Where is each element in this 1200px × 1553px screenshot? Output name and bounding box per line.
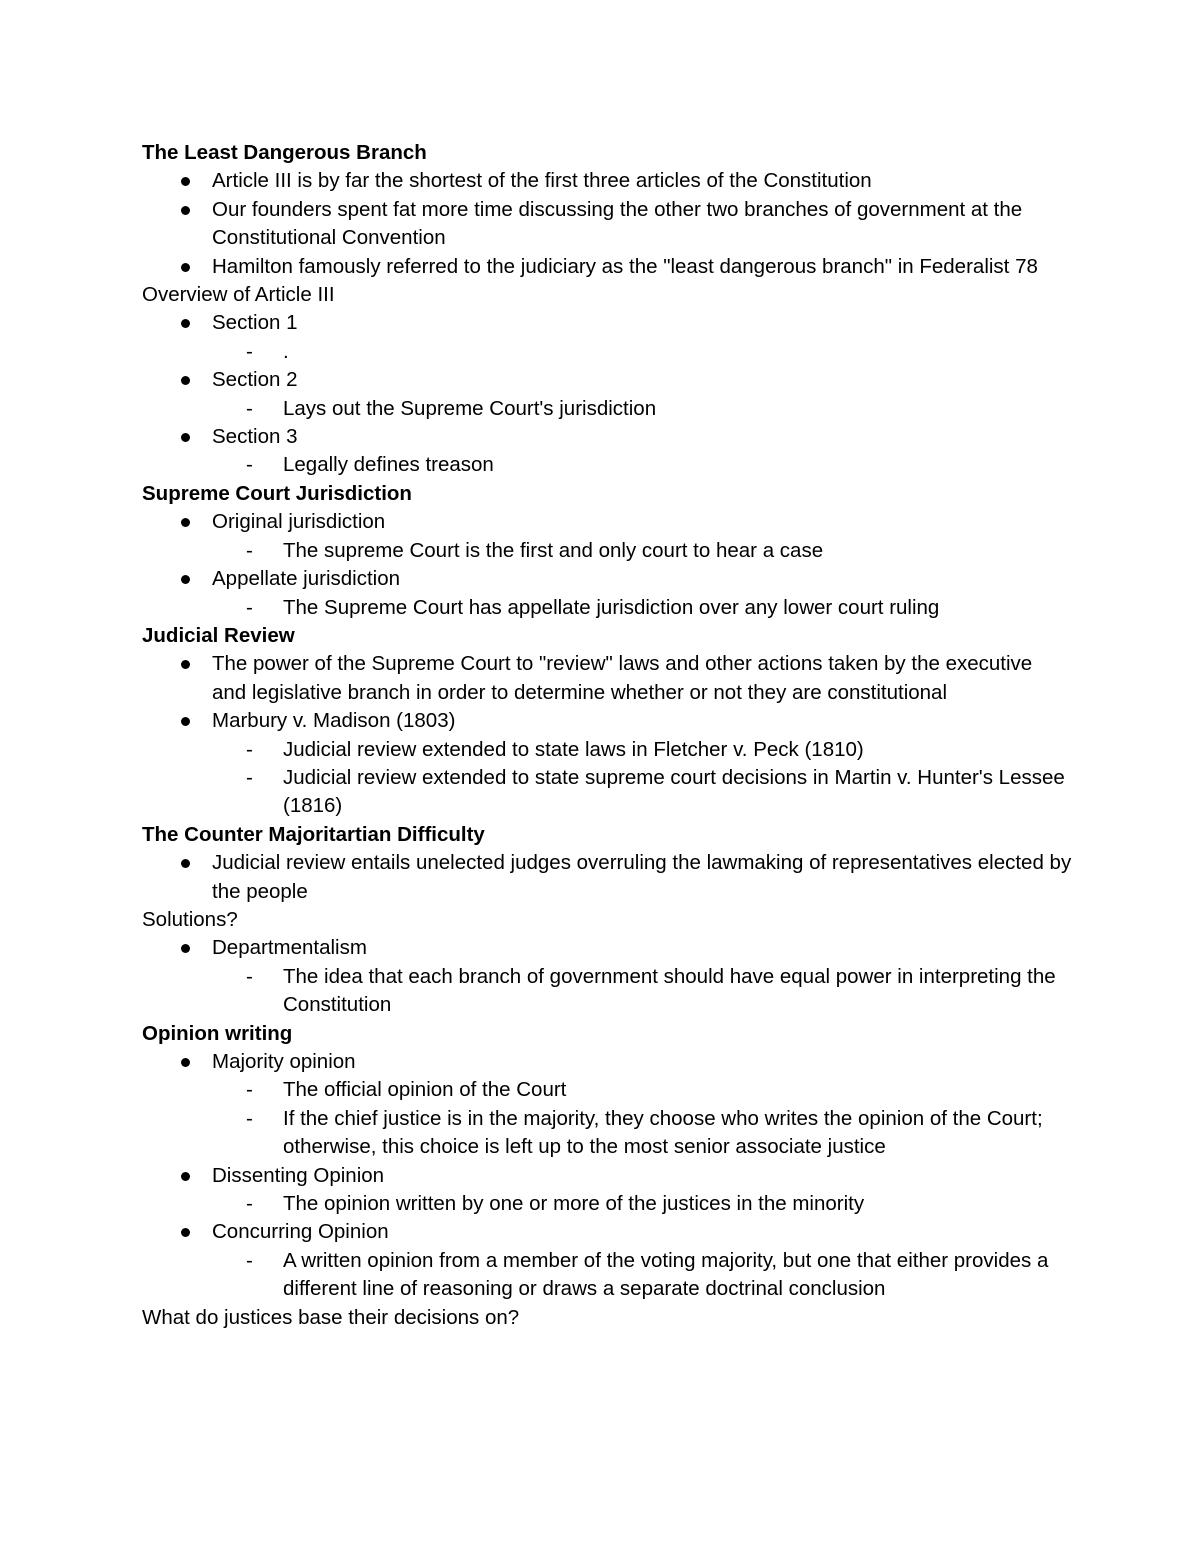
plain-line: Solutions?	[142, 907, 238, 931]
bullet-item	[212, 565, 1072, 622]
bullet-item	[212, 1048, 1072, 1162]
dash-item: - The Supreme Court has appellate jurisdiction over any lower court ruling	[283, 594, 1072, 622]
bullet-item	[212, 707, 1072, 821]
bullet-text: Our founders spent fat more time discussing the other two branches of government at the Constitutional Convention	[212, 196, 1072, 253]
bullet-item	[212, 934, 1072, 1019]
dash-item: - Lays out the Supreme Court's jurisdiction	[283, 395, 1072, 423]
bullet-list	[142, 650, 1072, 820]
dash-list	[212, 451, 1072, 479]
bullet-text: Dissenting Opinion	[212, 1162, 1072, 1190]
bullet-text: Majority opinion	[212, 1048, 1072, 1076]
section-heading: Opinion writing	[142, 1021, 293, 1045]
section-heading: The Least Dangerous Branch	[142, 141, 427, 164]
dash-list	[212, 537, 1072, 565]
bullet-text: Appellate jurisdiction	[212, 565, 1072, 593]
bullet-text: Hamilton famously referred to the judiciary as the "least dangerous branch" in Federalist 78	[212, 253, 1072, 281]
bullet-text: Concurring Opinion	[212, 1218, 1072, 1246]
bullet-item	[212, 650, 1072, 707]
bullet-item	[212, 1162, 1072, 1219]
section-heading: The Counter Majoritartian Difficulty	[142, 822, 485, 846]
bullet-text: Section 3	[212, 423, 1072, 451]
dash-item: - Judicial review extended to state supreme court decisions in Martin v. Hunter's Lessee (1816)	[283, 764, 1072, 821]
bullet-item	[212, 508, 1072, 565]
bullet-list	[142, 167, 1072, 281]
dash-list	[212, 1247, 1072, 1304]
bullet-text: Section 2	[212, 366, 1072, 394]
dash-list	[212, 594, 1072, 622]
dash-item: - Legally defines treason	[283, 451, 1072, 479]
bullet-list	[142, 934, 1072, 1019]
dash-item: - The official opinion of the Court	[283, 1076, 1072, 1104]
bullet-item	[212, 309, 1072, 366]
bullet-item	[212, 167, 1072, 195]
dash-list	[212, 338, 1072, 366]
dash-item: - .	[283, 338, 1072, 366]
plain-line: What do justices base their decisions on?	[142, 1305, 520, 1329]
bullet-item	[212, 366, 1072, 423]
bullet-item	[212, 849, 1072, 906]
dash-item: - The opinion written by one or more of the justices in the minority	[283, 1190, 1072, 1218]
document-page	[142, 139, 1072, 1332]
bullet-text: Marbury v. Madison (1803)	[212, 707, 1072, 735]
dash-item: - The supreme Court is the first and only court to hear a case	[283, 537, 1072, 565]
dash-item: - The idea that each branch of government should have equal power in interpreting the Constitution	[283, 963, 1072, 1020]
bullet-text: Section 1	[212, 309, 1072, 337]
dash-list	[212, 1076, 1072, 1161]
dash-item: - If the chief justice is in the majority, they choose who writes the opinion of the Court; otherwise, this choice is left up to the most senior associate justice	[283, 1105, 1072, 1162]
bullet-text: Departmentalism	[212, 934, 1072, 962]
bullet-text: Original jurisdiction	[212, 508, 1072, 536]
dash-list	[212, 963, 1072, 1020]
bullet-list	[142, 849, 1072, 906]
bullet-list	[142, 508, 1072, 622]
bullet-text: Article III is by far the shortest of the first three articles of the Constitution	[212, 167, 1072, 195]
section-heading: Supreme Court Jurisdiction	[142, 481, 412, 505]
plain-line: Overview of Article III	[142, 283, 335, 307]
bullet-item	[212, 196, 1072, 253]
bullet-list	[142, 1048, 1072, 1304]
dash-list	[212, 1190, 1072, 1218]
bullet-item	[212, 423, 1072, 480]
bullet-item	[212, 1218, 1072, 1303]
bullet-item	[212, 253, 1072, 281]
dash-list	[212, 736, 1072, 821]
bullet-text: The power of the Supreme Court to "review" laws and other actions taken by the executive and legislative branch in order to determine whether or not they are constitutional	[212, 650, 1072, 707]
dash-item: - Judicial review extended to state laws in Fletcher v. Peck (1810)	[283, 736, 1072, 764]
section-heading: Judicial Review	[142, 623, 295, 647]
dash-item: - A written opinion from a member of the voting majority, but one that either provides a different line of reasoning or draws a separate doctrinal conclusion	[283, 1247, 1072, 1304]
dash-list	[212, 395, 1072, 423]
bullet-text: Judicial review entails unelected judges overruling the lawmaking of representatives elected by the people	[212, 849, 1072, 906]
bullet-list	[142, 309, 1072, 479]
